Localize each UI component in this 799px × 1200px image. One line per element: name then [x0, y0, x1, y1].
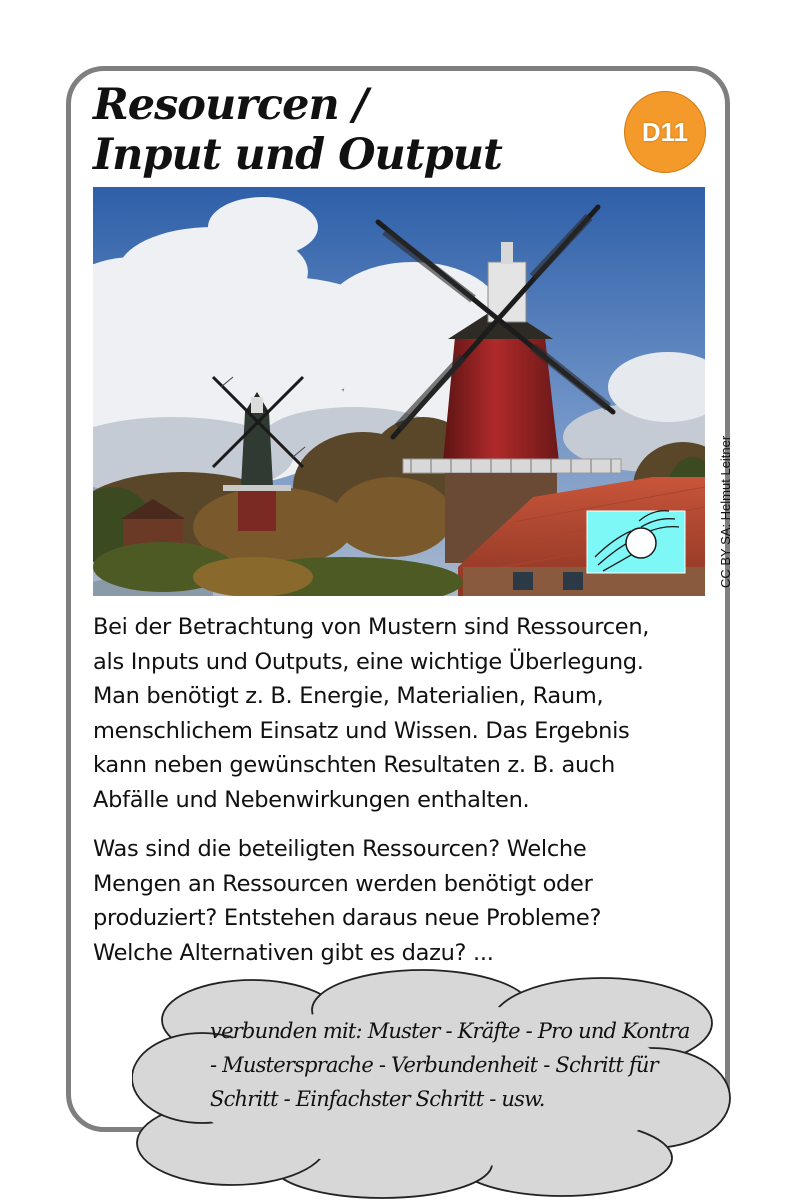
- card-code-badge: D11: [624, 91, 706, 173]
- questions-paragraph: Was sind die beteiligten Ressourcen? Welche Mengen an Ressourcen werden benötigt oder produziert? Entstehen daraus neue Probleme? Welche Alternativen gibt es dazu? ...: [93, 836, 602, 966]
- card-title: [93, 80, 502, 180]
- forces-ball-icon: [587, 511, 685, 573]
- card-title-line-1: Resourcen /: [93, 80, 368, 130]
- description-paragraph: Bei der Betrachtung von Mustern sind Ressourcen, als Inputs und Outputs, eine wichtige Überlegung. Man benötigt z. B. Energie, Materialien, Raum, menschlichem Einsatz und Wissen. Das Ergebnis kann neben gewünschten Resultaten z. B. auch Abfälle und Nebenwirkungen enthalten.: [93, 614, 650, 813]
- related-patterns-text: verbunden mit: Muster - Kräfte - Pro und Kontra - Mustersprache - Verbundenheit - Schritt für Schritt - Einfachster Schritt - usw.: [210, 1019, 690, 1111]
- card-title-line-2: Input und Output: [93, 130, 502, 180]
- photo-credit: CC BY SA: Helmut Leitner: [718, 435, 733, 588]
- windmill-photo: [93, 187, 705, 596]
